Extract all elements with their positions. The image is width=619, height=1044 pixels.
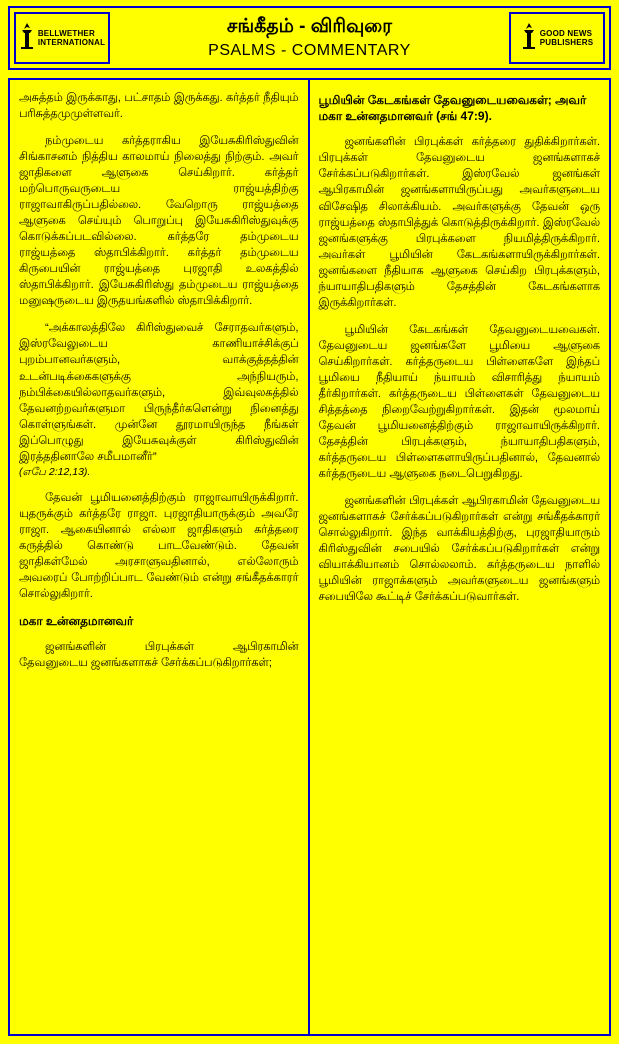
paragraph: ஜனங்களின் பிரபுக்கள் ஆபிரகாமின் தேவனுடைய ஜனங்களாகச் சேர்க்கப்படுகிறார்கள் என்று சங்கீதக்காரர் சொல்லுகிறார். இந்த வாக்கியத்திற்கு, புரஜாதியாரும் கிரிஸ்துவின் சபையில் சேர்க்கப்படுகிறார்கள் என்று வியாக்கியானம் சொல்லலாம். கர்த்தருடைய நாளில் பூமியின் ராஜாக்களும் அவர்களுடைய ஜனங்களும் சபையிலே கூட்டிச் சேர்க்கப்படுவார்கள். — [318, 495, 600, 604]
torch-emblem-icon — [521, 23, 537, 54]
section-heading: மகா உன்னதமானவர் — [19, 613, 134, 628]
logo-line-1: GOOD NEWS — [539, 28, 593, 38]
section-heading: பூமியின் கேடகங்கள் தேவனுடையவைகள்; அவர் மகா உன்னதமானவர் (சங் 47:9). — [318, 93, 587, 124]
left-column — [10, 80, 310, 1034]
title-english: PSALMS - COMMENTARY — [208, 41, 411, 59]
paragraph: நம்முடைய கர்த்தராகிய இயேசுகிரிஸ்துவின் சிங்காசனம் நித்திய காலமாய் நிலைத்து நிற்கும். அவர் ஜாதிகளை ஆளுகை செய்கிறார். கர்த்தர் மற்பொருவருடைய ராஜ்யத்திற்கு ராஜாவாகிருப்பதில்லை. வேறொரு ராஜ்யத்தை ஆளுகை செய்யும் பொறுப்பு இயேசுகிரிஸ்துவுக்கு கொடுக்கப்படவில்லை. கர்த்தரே தம்முடைய ராஜ்யத்தை ஸ்தாபிக்கிறார். கர்த்தர் தம்முடைய கிருபையின் ராஜ்யத்தை புரஜாதி உலகத்தில் ஸ்தாபிக்கிறார். இயேசுகிரிஸ்து தம்முடைய ராஜ்யத்தை மனுஷருடைய இருதயங்களில் ஸ்தாபிக்கிறார். — [19, 135, 299, 308]
paragraph: தேவன் பூமியனைத்திற்கும் ராஜாவாயிருக்கிறார். யுதருக்கும் கர்த்தரே ராஜா. புரஜாதியாருக்கும் அவரே ராஜா. ஆகையினால் எல்லா ஜாதிகளும் கர்த்தரை கருத்தில் கொண்டு பாடவேண்டும். தேவன் ஜாதிகள்மேல் அரசாளுவதினால், எல்லோரும் அவரைப் போற்றிப்பாட வேண்டும் என்று சங்கீதக்காரர் சொல்லுகிறார். — [19, 491, 299, 600]
logo-line-2: INTERNATIONAL — [37, 38, 106, 47]
page-title — [114, 8, 505, 68]
paragraph: ஜனங்களின் பிரபுக்கள் கர்த்தரை துதிக்கிறார்கள். பிரபுக்கள் தேவனுடைய ஜனங்களாகச் சேர்க்கப்படுகிறார்கள். இஸ்ரவேல் ஜனங்கள் ஆபிரகாமின் ஜனங்களாயிருப்பது அவர்களுடைய விசேஷித சிலாக்கியம். அவர்களுக்கு தேவன் ஒரு ராஜ்யத்தை ஸ்தாபித்துக் கொடுத்திருக்கிறார். இஸ்ரவேல் ஜனங்களுக்கு பிரபுக்களை நியமித்திருக்கிறார். அவர்கள் பூமியின் கேடகங்களாயிருக்கிறார்கள். ஜனங்களை நீதியாக ஆளுகை செய்கிற பிரபுக்களும், ந்யாயாதிபதிகளும் தேசத்தின் கேடகங்களாக இருக்கிறார்கள். — [318, 136, 600, 309]
bellwether-international-logo — [14, 12, 110, 64]
title-tamil: சங்கீதம் - விரிவுரை — [226, 16, 393, 37]
right-column — [310, 80, 610, 1034]
good-news-publishers-logo — [509, 12, 605, 64]
torch-emblem-icon — [19, 23, 35, 54]
paragraph: ஜனங்களின் பிரபுக்கள் ஆபிரகாமின் தேவனுடைய ஜனங்களாகச் சேர்க்கப்படுகிறார்கள்; — [19, 641, 299, 670]
page-header — [8, 6, 611, 70]
content-frame — [8, 78, 611, 1036]
logo-line-1: BELLWETHER — [37, 28, 95, 38]
logo-line-2: PUBLISHERS — [539, 38, 594, 47]
quote-paragraph: “அக்காலத்திலே கிரிஸ்துவைச் சேராதவர்களும், இஸ்ரவேலுடைய காணியாச்சிக்குப் புறம்பானவர்களும், வாக்குத்தத்தின் உடன்படிக்கைகளுக்கு அந்நியரும், நம்பிக்கையில்லாதவர்களும், இவ்வுலகத்தில் தேவனற்றவர்களுமா பிருந்தீர்களென்று நினைத்து கொள்ளுங்கள். முன்னே தூரமாயிருந்த நீங்கள் இப்பொழுது இயேசுவுக்குள் கிரிஸ்துவின் இரத்ததினாலே சமீபமானீர்” — [19, 322, 299, 463]
scripture-reference: (எபே 2:12,13). — [19, 465, 91, 478]
paragraph: அசுத்தம் இருக்காது, பட்சாதம் இருக்கது. கர்த்தர் நீதியும் பரிசுத்தமுமுள்ளவர். — [19, 92, 299, 121]
paragraph: பூமியின் கேடகங்கள் தேவனுடையவைகள். தேவனுடைய ஜனங்களே பூமியை ஆளுகை செய்கிறார்கள். கர்த்தருடைய பிள்ளைகளே இந்தப் பூமியை நீதியாய் ந்யாயம் விசாரித்து ந்யாயம் தீர்கிறார்கள். கர்த்தருடைய பிள்ளைகள் தேவனுடைய சித்தத்தை நிறைவேற்றுகிறார்கள். இதன் மூலமாய் தேவன் பூமியனைத்திற்கும் ராஜாவாயிருக்கிறார். தேசத்தின் பிரபுக்களும், ந்யாயாதிபதிகளும், கர்த்தருடைய பிள்ளைகளாயிருப்பதினால், தேவனால் கர்த்தருடைய ஆளுகை நடைபெறுகிறது. — [318, 323, 600, 480]
